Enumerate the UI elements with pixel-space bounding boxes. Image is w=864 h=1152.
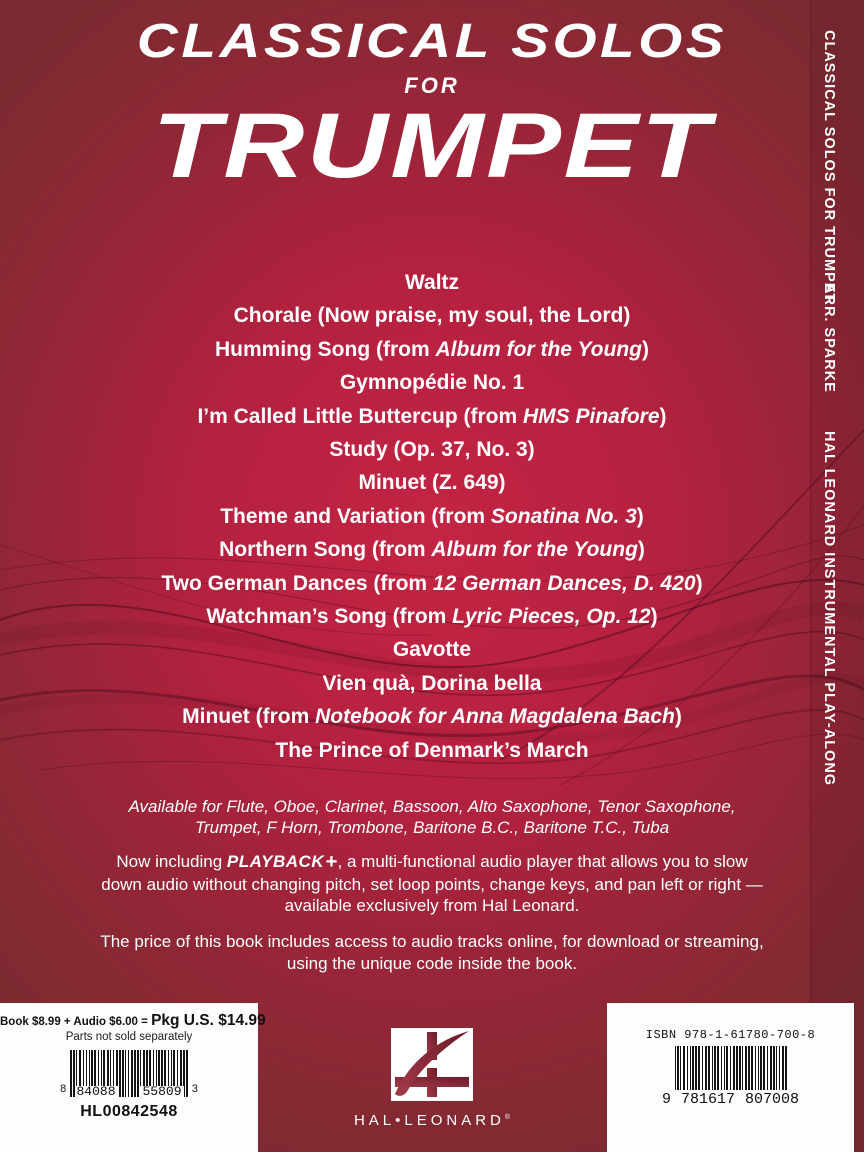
playback-line2: down audio without changing pitch, set loop points, change keys, and pan left or right — (101, 874, 763, 894)
upc-digit-left: 8 (59, 1084, 67, 1096)
publisher-name-text: HAL•LEONARD (353, 1112, 505, 1129)
playback-line1-rest: , a multi-functional audio player that allows you to slow (337, 852, 748, 871)
playback-logo-text: PLAYBACK (226, 852, 325, 871)
playback-note (0, 851, 864, 917)
plus-icon: + (325, 851, 338, 873)
spine-series: HAL LEONARD INSTRUMENTAL PLAY-ALONG (821, 431, 837, 787)
song-item: Theme and Variation (from Sonatina No. 3) (220, 504, 644, 528)
song-item: Watchman’s Song (from Lyric Pieces, Op. 12) (206, 605, 658, 629)
song-item: Gavotte (392, 638, 472, 662)
isbn-number: ISBN 978-1-61780-700-8 (645, 1028, 816, 1042)
availability-note (0, 796, 864, 838)
package-price: Pkg U.S. $14.99 (151, 1012, 266, 1029)
upc-digits (75, 1086, 184, 1098)
upc-group2: 55809 (142, 1084, 182, 1099)
upc-digit-right: 3 (191, 1084, 199, 1096)
upc-group1: 84088 (76, 1084, 116, 1099)
song-item: Minuet (from Notebook for Anna Magdalena Bach) (182, 705, 682, 729)
price-note-line1: The price of this book includes access to audio tracks online, for download or streaming, (100, 932, 764, 951)
song-item: Gymnopédie No. 1 (339, 371, 525, 395)
song-item: Waltz (404, 271, 460, 294)
parts-note: Parts not sold separately (65, 1031, 193, 1043)
hal-leonard-logo-icon (391, 1028, 473, 1101)
song-item: I’m Called Little Buttercup (from HMS Pinafore) (197, 404, 667, 428)
playback-line3: available exclusively from Hal Leonard. (284, 896, 580, 915)
playback-plus-logo (227, 852, 338, 871)
catalog-number: HL00842548 (80, 1103, 178, 1120)
spine-arranger: ARR. SPARKE (821, 283, 837, 393)
song-item: Northern Song (from Album for the Young) (219, 538, 645, 562)
song-list (0, 266, 864, 767)
title-line3: TRUMPET (152, 95, 712, 197)
playback-prefix: Now including (116, 852, 227, 871)
song-item: Minuet (Z. 649) (358, 471, 506, 495)
availability-line1: Available for Flute, Oboe, Clarinet, Bassoon, Alto Saxophone, Tenor Saxophone, (128, 797, 736, 816)
price-note-line2: using the unique code inside the book. (286, 953, 578, 973)
title-line2: FOR (404, 73, 460, 98)
price-components: Book $8.99 + Audio $6.00 = (0, 1016, 152, 1028)
playback-line1 (0, 851, 864, 874)
ean-group2: 807008 (745, 1091, 800, 1108)
song-item: Two German Dances (from 12 German Dances, D. 420) (161, 571, 703, 595)
title-line1: CLASSICAL SOLOS (136, 15, 728, 68)
song-item: Study (Op. 37, No. 3) (329, 438, 535, 462)
price-note (0, 931, 864, 974)
song-item: Humming Song (from Album for the Young) (215, 337, 649, 361)
ean-group1: 781617 (680, 1091, 735, 1108)
ean-digits (607, 1091, 854, 1108)
song-item: Chorale (Now praise, my soul, the Lord) (233, 304, 631, 328)
isbn-box (607, 1003, 854, 1152)
availability-line2: Trumpet, F Horn, Trombone, Baritone B.C., Baritone T.C., Tuba (194, 818, 670, 837)
song-item: Vien quà, Dorina bella (322, 671, 542, 695)
spine-title: CLASSICAL SOLOS FOR TRUMPET (821, 30, 837, 304)
song-item: The Prince of Denmark’s March (275, 738, 589, 762)
ean-bars (675, 1046, 787, 1090)
ean-digit-left: 9 (661, 1091, 671, 1108)
registered-mark: ® (504, 1114, 511, 1121)
title-logo (0, 15, 864, 197)
